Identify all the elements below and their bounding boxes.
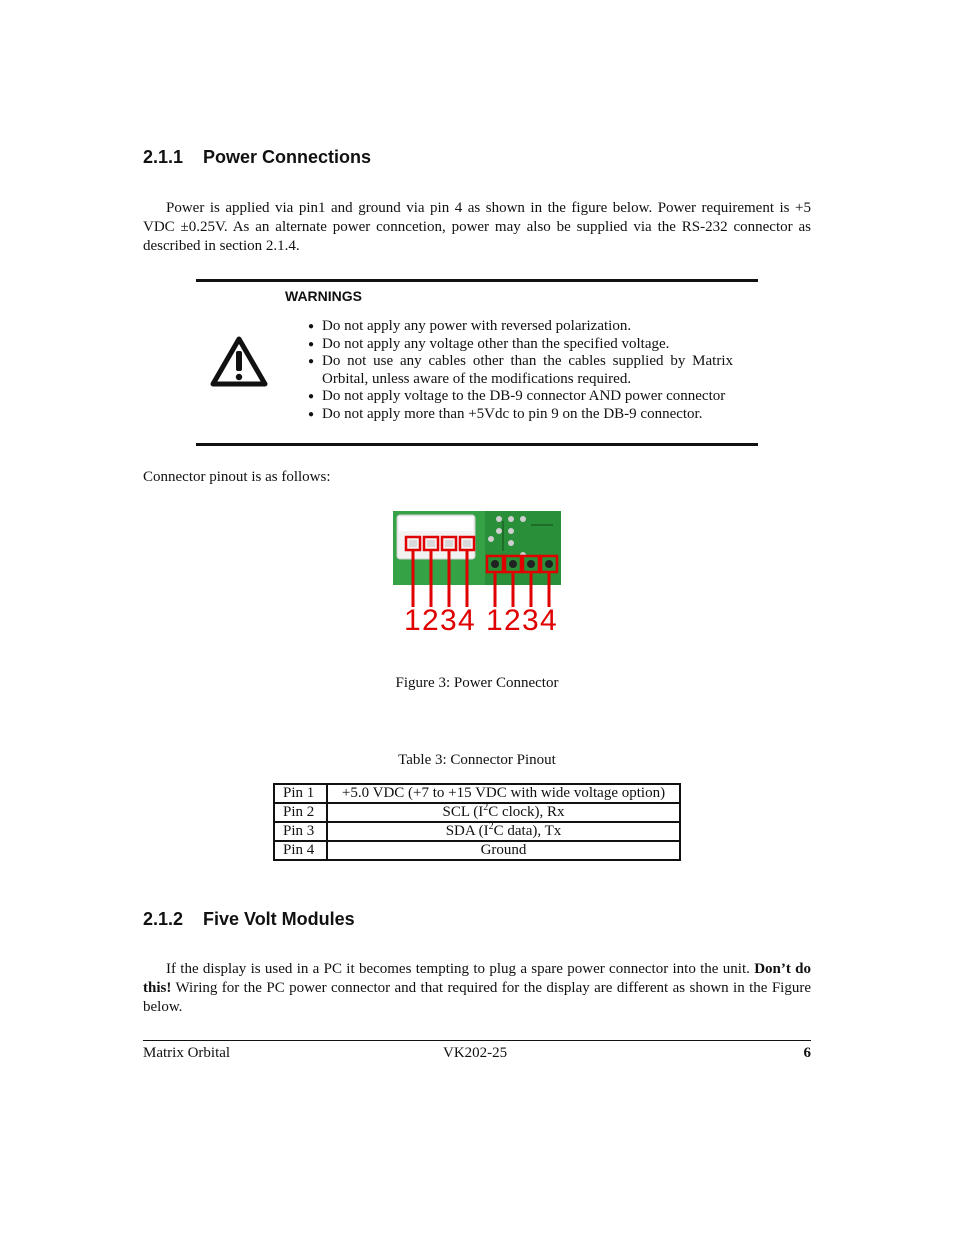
- page-number: 6: [803, 1045, 811, 1061]
- footer-left: Matrix Orbital: [143, 1045, 231, 1061]
- section-title: Five Volt Modules: [203, 909, 355, 929]
- pin-label: 2: [504, 604, 521, 637]
- desc-cell: +5.0 VDC (+7 to +15 VDC with wide voltage option): [327, 784, 680, 803]
- warnings-bottom-rule: [196, 443, 758, 446]
- table-row: [274, 803, 680, 822]
- warning-item: ● Do not apply any voltage other than the specified voltage.: [308, 336, 733, 354]
- pin-label: 3: [522, 604, 539, 637]
- desc-cell: Ground: [327, 841, 680, 860]
- pin-cell: Pin 1: [274, 784, 327, 803]
- warning-triangle-icon: [209, 334, 269, 390]
- connector-pinout-table: [273, 783, 681, 861]
- section-title: Power Connections: [203, 147, 372, 167]
- pin-label: 2: [422, 604, 439, 637]
- section-number: 2.1.1: [143, 147, 184, 167]
- figure-caption: Figure 3: Power Connector: [395, 675, 559, 691]
- warning-item: ● Do not use any cables other than the cables supplied by Matrix Orbital, unless aware of the modifications required.: [308, 353, 733, 388]
- pin-label: 1: [486, 604, 503, 637]
- pin-label: 3: [440, 604, 457, 637]
- connector-intro: Connector pinout is as follows:: [143, 469, 331, 485]
- table-row: [274, 784, 680, 803]
- desc-cell: SDA ($I^2C$ data), Tx: [327, 822, 680, 841]
- section-heading-five-volt-modules: [143, 909, 355, 930]
- pin-cell: Pin 4: [274, 841, 327, 860]
- table-row: [274, 822, 680, 841]
- power-paragraph: Power is applied via pin1 and ground via pin 4 as shown in the figure below. Power requirement is +5 VDC ±0.25V. As an alternate power conncetion, power may also be supplied via the RS-232 connector as described in section 2.1.4.: [143, 200, 811, 254]
- power-connector-photo: [393, 511, 561, 585]
- pin-cell: Pin 2: [274, 803, 327, 822]
- pin-label: 4: [458, 604, 475, 637]
- five-volt-paragraph: If the display is used in a PC it becomes tempting to plug a spare power connector into the unit. Don’t do this! Wiring for the PC power connector and that required for the display are different as shown in the Figure below.: [143, 961, 812, 1015]
- warnings-title: WARNINGS: [285, 288, 362, 304]
- section-number: 2.1.2: [143, 909, 184, 929]
- warning-item: ● Do not apply voltage to the DB-9 connector AND power connector: [308, 388, 733, 406]
- pin-cell: Pin 3: [274, 822, 327, 841]
- footer-center: VK202-25: [443, 1045, 508, 1061]
- warning-item: ● Do not apply more than +5Vdc to pin 9 on the DB-9 connector.: [308, 406, 733, 424]
- bold-warning: Don’t do this!: [143, 961, 812, 996]
- section-heading-power-connections: [143, 147, 371, 168]
- warnings-list: [308, 318, 733, 423]
- pin-label: 1: [404, 604, 421, 637]
- footer-rule: [143, 1040, 811, 1041]
- warnings-top-rule: [196, 279, 758, 282]
- table-caption: Table 3: Connector Pinout: [398, 752, 556, 768]
- warning-item: ● Do not apply any power with reversed polarization.: [308, 318, 733, 336]
- pin-label: 4: [540, 604, 557, 637]
- desc-cell: SCL ($I^2C$ clock), Rx: [327, 803, 680, 822]
- table-row: [274, 841, 680, 860]
